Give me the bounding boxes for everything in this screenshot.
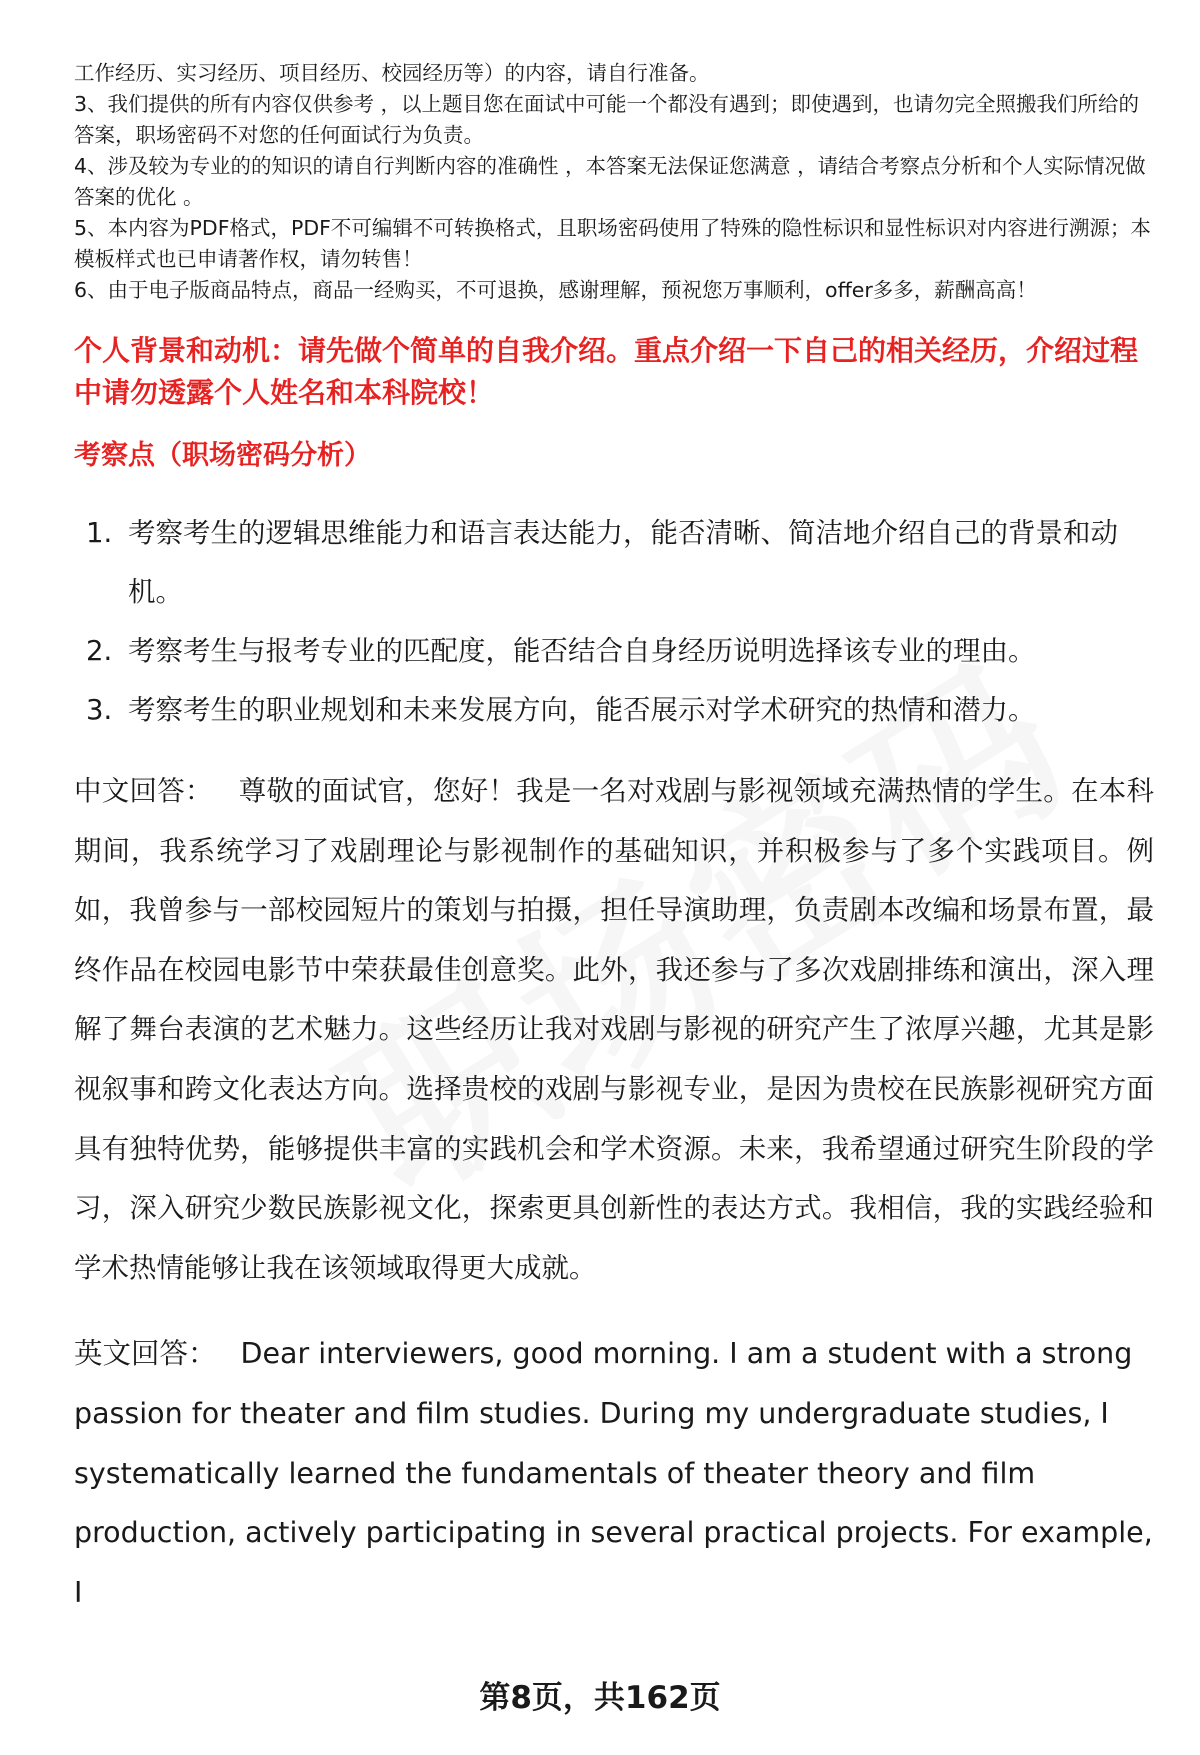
list-item-number: 2. [86,635,113,667]
note-line: 6、由于电子版商品特点，商品一经购买，不可退换，感谢理解，预祝您万事顺利，offer多多，薪酬高高！ [74,278,1037,302]
list-item [74,622,1154,681]
list-item [74,681,1154,740]
list-item-text: 考察考生的逻辑思维能力和语言表达能力，能否清晰、简洁地介绍自己的背景和动机。 [128,517,1118,608]
chinese-answer-label: 中文回答： [74,775,213,807]
list-item [74,504,1154,622]
question-heading: 个人背景和动机：请先做个简单的自我介绍。重点介绍一下自己的相关经历，介绍过程中请勿透露个人姓名和本科院校！ [74,334,1139,409]
english-answer-label: 英文回答： [74,1337,217,1371]
note-line: 工作经历、实习经历、项目经历、校园经历等）的内容，请自行准备。 [74,61,710,85]
document-page [74,58,1154,1622]
note-line: 5、本内容为PDF格式，PDF不可编辑不可转换格式，且职场密码使用了特殊的隐性标识和显性标识对内容进行溯源；本模板样式也已申请著作权，请勿转售！ [74,216,1151,271]
notes-section [74,58,1154,306]
list-item-text: 考察考生与报考专业的匹配度，能否结合自身经历说明选择该专业的理由。 [128,635,1036,667]
page-number: 第8页，共162页 [479,1680,721,1716]
list-item-number: 3. [86,694,113,726]
english-answer-text: Dear interviewers, good morning. I am a student with a strong passion for theater and film studies. During my undergraduate studies, I systematically learned the fundamentals of theater theory and film production, actively participating in several practical projects. For example, I [74,1337,1153,1609]
analysis-heading: 考察点（职场密码分析） [74,440,371,471]
note-line: 4、涉及较为专业的的知识的请自行判断内容的准确性 ，本答案无法保证您满意 ，请结合考察点分析和个人实际情况做答案的优化 。 [74,154,1146,209]
chinese-answer [74,762,1154,1298]
english-answer [74,1324,1154,1622]
list-item-number: 1. [86,517,113,549]
analysis-points [74,504,1154,740]
list-item-text: 考察考生的职业规划和未来发展方向，能否展示对学术研究的热情和潜力。 [128,694,1036,726]
chinese-answer-text: 尊敬的面试官，您好！我是一名对戏剧与影视领域充满热情的学生。在本科期间，我系统学习了戏剧理论与影视制作的基础知识，并积极参与了多个实践项目。例如，我曾参与一部校园短片的策划与拍摄，担任导演助理，负责剧本改编和场景布置，最终作品在校园电影节中荣获最佳创意奖。此外，我还参与了多次戏剧排练和演出，深入理解了舞台表演的艺术魅力。这些经历让我对戏剧与影视的研究产生了浓厚兴趣，尤其是影视叙事和跨文化表达方向。选择贵校的戏剧与影视专业，是因为贵校在民族影视研究方面具有独特优势，能够提供丰富的实践机会和学术资源。未来，我希望通过研究生阶段的学习，深入研究少数民族影视文化，探索更具创新性的表达方式。我相信，我的实践经验和学术热情能够让我在该领域取得更大成就。 [74,775,1154,1284]
note-line: 3、我们提供的所有内容仅供参考 ，以上题目您在面试中可能一个都没有遇到；即使遇到，也请勿完全照搬我们所给的答案，职场密码不对您的任何面试行为负责。 [74,92,1140,147]
